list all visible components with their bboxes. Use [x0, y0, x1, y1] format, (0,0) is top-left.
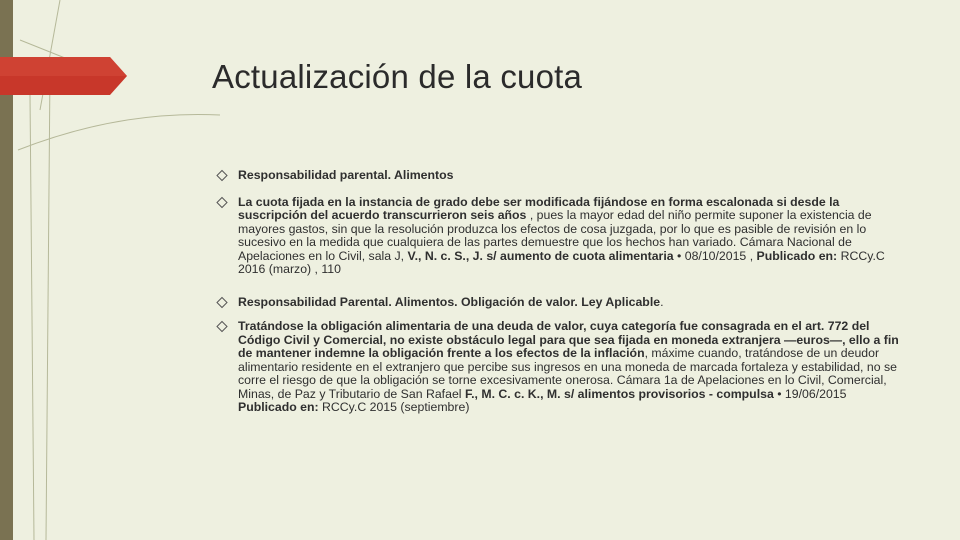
published-source: RCCy.C 2015 (septiembre) — [318, 400, 470, 414]
item-text: , pues la mayor edad del niño permite suponer la existencia de mayores gastos, sin que la resolución produzca los efectos de cosa juzgada, por lo que es pasible de revisión en lo sucesivo en la medida que cualquiera de las partes demuestre que los hechos han variado. Cámara Nacional de Apelaciones en lo Civil, sala J, — [238, 208, 872, 263]
item-heading: La cuota fijada en la instancia de grado debe ser modificada fijándose en forma escalonada si desde la suscripción del acuerdo transcurrieron seis años — [238, 194, 840, 222]
diamond-icon — [216, 320, 228, 333]
case-name: F., M. C. c. K., M. s/ alimentos provisorios - compulsa — [464, 386, 774, 401]
item-heading: Responsabilidad parental. Alimentos — [238, 168, 454, 182]
slide-title: Actualización de la cuota — [212, 58, 583, 95]
diamond-icon — [216, 296, 228, 309]
item-tail: . — [660, 294, 664, 309]
bullet-item — [216, 169, 906, 183]
content-body — [216, 169, 906, 415]
bullet-item — [216, 196, 906, 277]
case-date: • 08/10/2015 , — [673, 248, 757, 263]
published-source: RCCy.C 2016 (marzo) , 110 — [238, 248, 885, 276]
case-name: V., N. c. S., J. s/ aumento de cuota alimentaria — [407, 248, 674, 263]
bullet-item — [216, 296, 906, 310]
case-date: • 19/06/2015 — [773, 386, 847, 401]
item-heading: Tratándose la obligación alimentaria de una deuda de valor, cuya categoría fue consagrada en el art. 772 del Código Civil y Comercial, no existe obstáculo legal para que sea fijada en moneda extranjera —euros—, ello a fin de mantener indemne la obligación frente a los efectos de la inflación — [238, 319, 899, 360]
diamond-icon — [216, 196, 228, 209]
published-label: Publicado en: — [756, 248, 838, 263]
item-heading: Responsabilidad Parental. Alimentos. Obligación de valor. Ley Aplicable — [238, 294, 661, 309]
title-accent-arrow — [0, 57, 127, 95]
published-label: Publicado en: — [238, 400, 319, 414]
item-text: , máxime cuando, tratándose de un deudor alimentario residente en el extranjero que percibe sus ingresos en una moneda de marcada fortaleza y estabilidad, no se corre el riesgo de que la obligación se torne excesivamente onerosa. Cámara 1a de Apelaciones en lo Civil, Comercial, Minas, de Paz y Tributario de San Rafael — [238, 346, 897, 401]
bullet-item — [216, 320, 906, 415]
diamond-icon — [216, 169, 228, 182]
